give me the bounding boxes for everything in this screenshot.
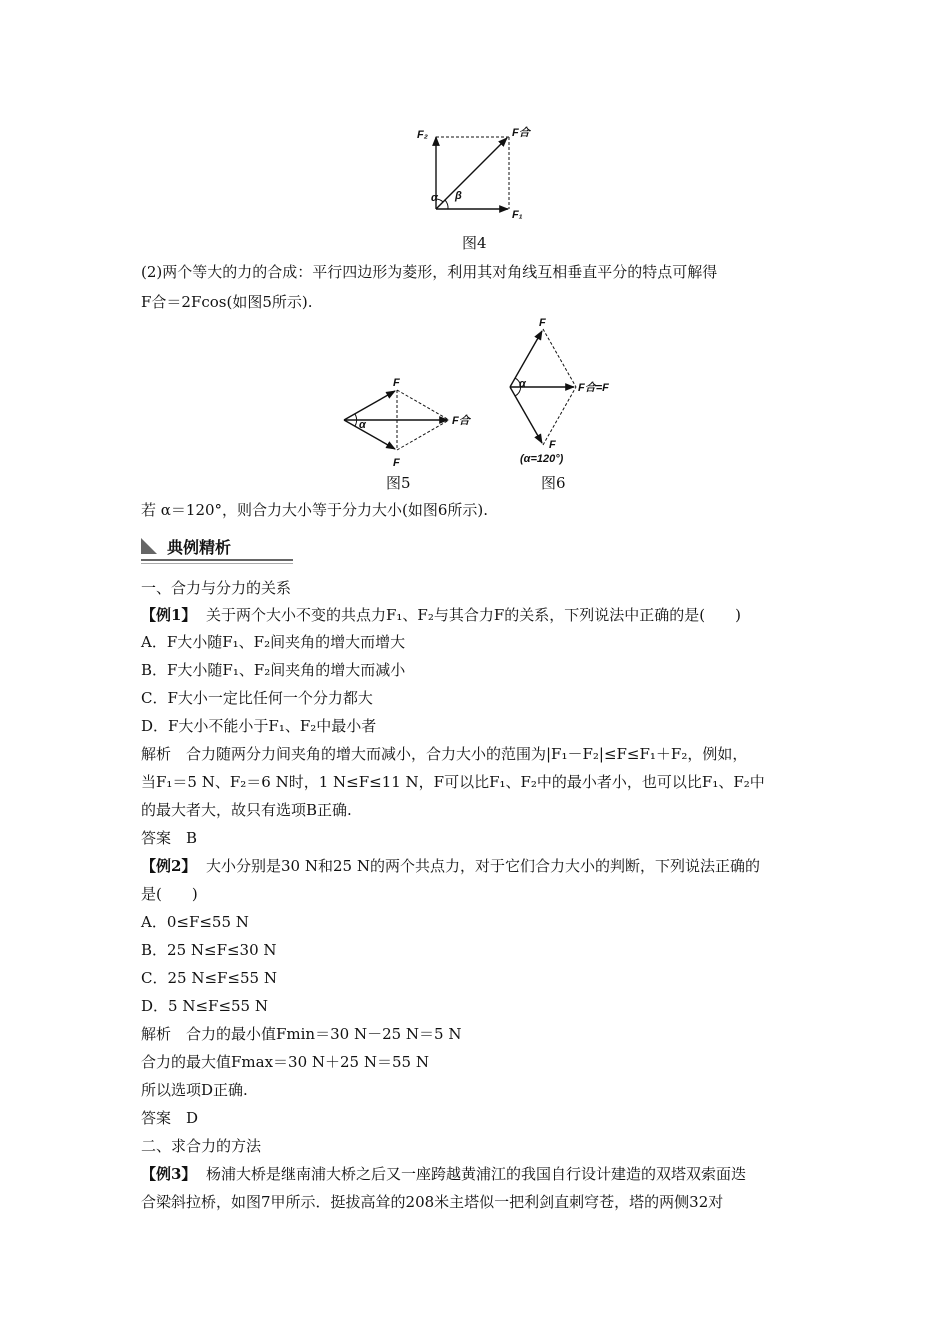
fig5-label-f-bottom: F bbox=[393, 457, 400, 469]
section-title: 典例精析 bbox=[167, 538, 232, 557]
para3: 若 α＝120°，则合力大小等于分力大小(如图6所示). bbox=[141, 501, 489, 519]
fig5-dashed-bottom bbox=[397, 420, 449, 450]
example-2-answer: 答案 D bbox=[141, 1109, 199, 1127]
example-2-option-c: C．25 N≤F≤55 N bbox=[141, 969, 277, 987]
section-header bbox=[141, 535, 293, 561]
example-1-option-d: D．F大小不能小于F₁、F₂中最小者 bbox=[141, 717, 377, 735]
example-2-question: 大小分别是30 N和25 N的两个共点力，对于它们合力大小的判断，下列说法正确的 bbox=[205, 857, 760, 875]
fig5-label-f-top: F bbox=[393, 377, 400, 389]
example-1-analysis-3: 的最大者大，故只有选项B正确. bbox=[141, 801, 352, 819]
fig4-label-alpha: α bbox=[431, 192, 438, 204]
example-2-analysis-2: 合力的最大值Fmax＝30 N＋25 N＝55 N bbox=[141, 1053, 429, 1071]
example-1-stem bbox=[141, 605, 741, 625]
section-underline bbox=[141, 559, 293, 561]
figure-5-diagram bbox=[338, 372, 478, 472]
figure-5 bbox=[338, 372, 478, 472]
para2-line2: F合＝2Fcos(如图5所示). bbox=[141, 293, 313, 311]
example-1-answer: 答案 B bbox=[141, 829, 198, 847]
example-1-option-c: C．F大小一定比任何一个分力都大 bbox=[141, 689, 373, 707]
beta-arc bbox=[445, 200, 448, 209]
fig5-f-top-vector bbox=[344, 391, 395, 420]
example-2-stem-2: 是( ) bbox=[141, 885, 198, 903]
fig6-label-angle-note: (α=120°) bbox=[520, 453, 564, 465]
fig4-label-beta: β bbox=[455, 190, 462, 202]
figure-4-caption: 图4 bbox=[462, 234, 487, 252]
example-3-tag: 【例3】 bbox=[141, 1165, 197, 1183]
example-2-tag: 【例2】 bbox=[141, 857, 197, 875]
example-1-option-a: A．F大小随F₁、F₂间夹角的增大而增大 bbox=[141, 633, 406, 651]
fig5-label-alpha: α bbox=[359, 419, 366, 431]
section-underline-thin bbox=[141, 563, 293, 564]
example-1-tag: 【例1】 bbox=[141, 606, 197, 624]
example-2-option-a: A．0≤F≤55 N bbox=[141, 913, 249, 931]
example-2-analysis-3: 所以选项D正确. bbox=[141, 1081, 248, 1099]
figure-6 bbox=[502, 314, 622, 466]
para2-line1: (2)两个等大的力的合成：平行四边形为菱形，利用其对角线互相垂直平分的特点可解得 bbox=[141, 263, 718, 281]
example-1-analysis-1: 解析 合力随两分力间夹角的增大而减小，合力大小的范围为|F₁－F₂|≤F≤F₁＋F₂，例如， bbox=[141, 745, 748, 763]
example-3-stem-1 bbox=[141, 1164, 746, 1184]
fig6-label-fhe: F合=F bbox=[578, 382, 609, 394]
fig6-label-alpha: α bbox=[519, 378, 526, 390]
fig4-label-fhe: F合 bbox=[512, 127, 530, 139]
figure-5-caption: 图5 bbox=[386, 474, 411, 492]
example-3-question: 杨浦大桥是继南浦大桥之后又一座跨越黄浦江的我国自行设计建造的双塔双索面迭 bbox=[205, 1165, 746, 1183]
fig6-label-f-top: F bbox=[539, 317, 546, 329]
example-2-stem-1 bbox=[141, 856, 760, 876]
figure-6-caption: 图6 bbox=[541, 474, 566, 492]
fig5-label-fhe: F合 bbox=[452, 415, 470, 427]
figure-4-diagram bbox=[405, 120, 545, 225]
subheading-2: 二、求合力的方法 bbox=[141, 1137, 262, 1155]
figure-6-diagram bbox=[502, 314, 622, 466]
example-2-analysis-1: 解析 合力的最小值Fmin＝30 N－25 N＝5 N bbox=[141, 1025, 462, 1043]
fig4-label-f1: F₁ bbox=[512, 209, 523, 221]
resultant-vector bbox=[436, 138, 507, 209]
fig6-dashed-bottom bbox=[543, 387, 576, 445]
fig5-f-bottom-vector bbox=[344, 420, 395, 449]
fig5-dashed-top bbox=[397, 390, 449, 420]
example-2-option-b: B．25 N≤F≤30 N bbox=[141, 941, 277, 959]
example-2-option-d: D．5 N≤F≤55 N bbox=[141, 997, 268, 1015]
example-3-stem-2: 合梁斜拉桥，如图7甲所示．挺拔高耸的208米主塔似一把利剑直刺穹苍，塔的两侧32对 bbox=[141, 1193, 724, 1211]
subheading-1: 一、合力与分力的关系 bbox=[141, 579, 292, 597]
fig6-f-bottom-vector bbox=[510, 387, 542, 443]
fig6-label-f-bottom: F bbox=[549, 439, 556, 451]
fig6-dashed-top bbox=[543, 329, 576, 387]
fig4-label-f2: F₂ bbox=[417, 129, 428, 141]
fig6-f-top-vector bbox=[510, 331, 542, 387]
example-1-analysis-2: 当F₁＝5 N、F₂＝6 N时，1 N≤F≤11 N，F可以比F₁、F₂中的最小者小，也可以比F₁、F₂中 bbox=[141, 773, 765, 791]
figure-4 bbox=[405, 120, 545, 225]
example-1-question: 关于两个大小不变的共点力F₁、F₂与其合力F的关系，下列说法中正确的是( ) bbox=[205, 606, 741, 624]
section-triangle-icon bbox=[141, 538, 157, 554]
example-1-option-b: B．F大小随F₁、F₂间夹角的增大而减小 bbox=[141, 661, 406, 679]
